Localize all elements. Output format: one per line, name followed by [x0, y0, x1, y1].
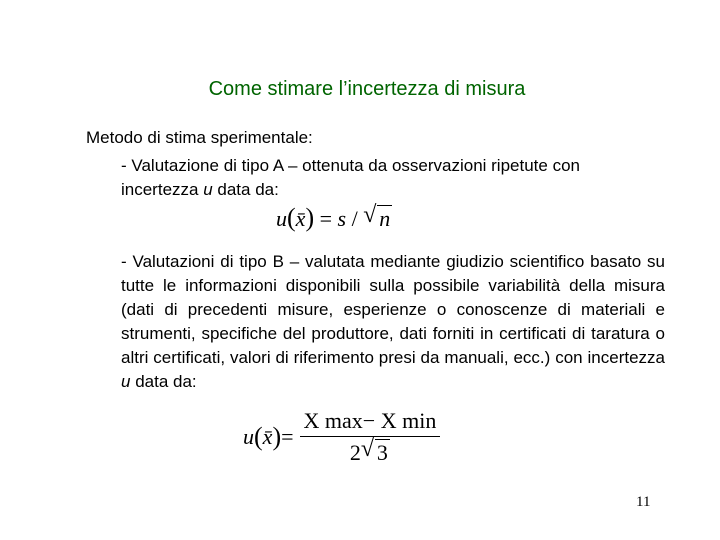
formula-a-slash: /: [351, 206, 358, 231]
formula-b-sqrt: [360, 436, 390, 466]
type-b-variable: u: [121, 372, 131, 391]
formula-a-open-paren: (: [287, 203, 296, 232]
formula-type-a: [276, 203, 392, 233]
formula-b-numerator: X max− X min: [300, 408, 441, 437]
formula-a-function: u: [276, 206, 287, 231]
formula-b-radicand: 3: [376, 440, 388, 465]
formula-b-coefficient: 2: [349, 440, 361, 465]
formula-b-open-paren: (: [254, 422, 263, 451]
type-b-paragraph: [121, 250, 665, 394]
formula-b-argument: x̄: [262, 424, 273, 449]
type-b-ending: data da:: [130, 372, 197, 391]
formula-a-n: n: [379, 206, 391, 231]
formula-b-fraction: [300, 408, 441, 466]
formula-a-s: s: [337, 206, 347, 231]
type-a-text: - Valutazione di tipo A – ottenuta da osservazioni ripetute con incertezza: [121, 156, 580, 199]
type-a-ending: data da:: [212, 180, 279, 199]
formula-type-b: [243, 408, 440, 466]
formula-b-denominator: [350, 437, 390, 466]
type-b-text: - Valutazioni di tipo B – valutata mediante giudizio scientifico basato su tutte le informazioni disponibili sulla possibile variabilità della misura (dati di precedenti misure, esperienze o conoscenze di materiali e strumenti, specifiche del produttore, dati forniti in certificati di taratura o altri certificati, valori di riferimento presi da manuali, ecc.) con incertezza: [121, 252, 665, 367]
formula-a-sqrt: [363, 202, 392, 232]
method-intro: Metodo di stima sperimentale:: [86, 128, 313, 147]
type-a-paragraph: [121, 154, 641, 202]
formula-b-function: u: [243, 424, 254, 449]
formula-b-equals: =: [281, 424, 294, 449]
formula-b-close-paren: ): [272, 422, 282, 451]
slide-title: Come stimare l’incertezza di misura: [208, 78, 526, 100]
formula-a-radical-sign: √: [363, 202, 377, 228]
page-number: 11: [636, 494, 651, 510]
formula-a-equals: =: [319, 206, 333, 231]
type-a-variable: u: [203, 180, 213, 199]
formula-a-close-paren: ): [305, 203, 315, 232]
formula-b-radical-sign: √: [360, 436, 375, 462]
formula-a-argument: x̄: [295, 206, 306, 231]
